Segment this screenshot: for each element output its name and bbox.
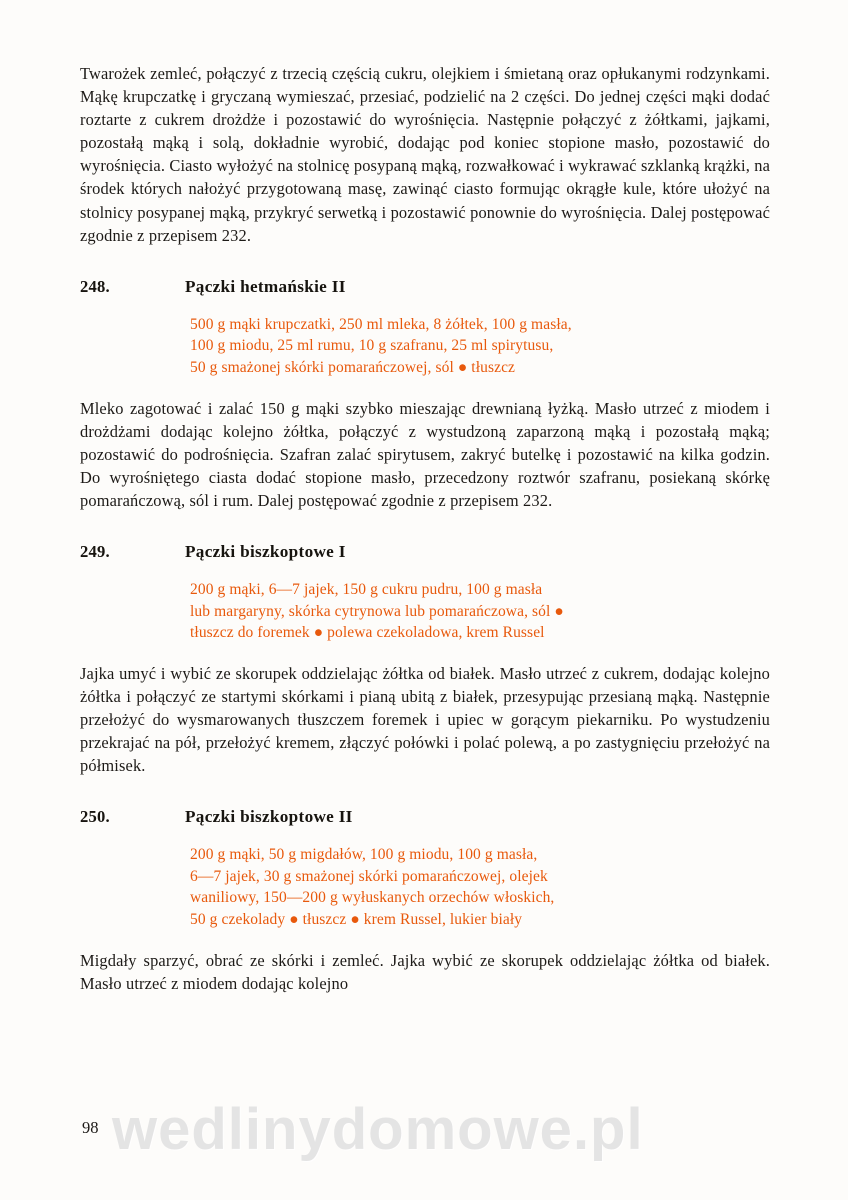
recipe-title: Pączki hetmańskie II [185, 276, 346, 296]
ingredient-line: 200 g mąki, 50 g migdałów, 100 g miodu, 100 g masła, [190, 846, 538, 864]
recipe-body: Mleko zagotować i zalać 150 g mąki szybko mieszając drewnianą łyżką. Masło utrzeć z miodem i drożdżami dodając kolejno żółtka, połączyć z wystudzoną zaparzoną mąką i pozostałą mąką; pozostawić do podrośnięcia. Szafran zalać spirytusem, zakryć butelkę i pozostawić na kilka godzin. Do wyrośniętego ciasta dodać stopione masło, przecedzony roztwór szafranu, posiekaną skórkę pomarańczową, sól i rum. Dalej postępować zgodnie z przepisem 232. [80, 398, 770, 510]
recipe-ingredients [190, 844, 768, 930]
recipe-heading [80, 807, 770, 827]
recipe-number: 250. [80, 807, 110, 827]
page-number: 98 [82, 1118, 99, 1137]
ingredient-line: 50 g smażonej skórki pomarańczowej, sól ● tłuszcz [190, 358, 516, 376]
recipe-heading [80, 277, 770, 297]
ingredient-line: 200 g mąki, 6—7 jajek, 150 g cukru pudru, 100 g masła [190, 581, 543, 598]
recipe-body: Jajka umyć i wybić ze skorupek oddzielając żółtka od białek. Masło utrzeć z cukrem, dodając kolejno żółtka i połączyć ze startymi skórkami i pianą ubitą z białek, przesypując przesianą mąką. Następnie przełożyć do wysmarowanych tłuszczem foremek i upiec w gorącym piekarniku. Po wystudzeniu przekrajać na pół, przełożyć kremem, złączyć połówki i polać polewą, a po zastygnięciu przełożyć na półmisek. [80, 663, 770, 776]
ingredient-line: 100 g miodu, 25 ml rumu, 10 g szafranu, 25 ml spirytusu, [190, 337, 554, 355]
ingredient-line: 50 g czekolady ● tłuszcz ● krem Russel, lukier biały [190, 911, 523, 929]
intro-paragraph: Twarożek zemleć, połączyć z trzecią częścią cukru, olejkiem i śmietaną oraz opłukanymi rodzynkami. Mąkę krupczatkę i gryczaną wymieszać, przesiać, podzielić na 2 części. Do jednej części mąki dodać roztarte z cukrem drożdże i pozostawić do wyrośnięcia. Następnie połączyć z żółtkami, jajkami, pozostałą mąką i solą, dokładnie wyrobić, dodając pod koniec stopione masło, pozostawić do wyrośnięcia. Ciasto wyłożyć na stolnicę posypaną mąką, rozwałkować i wykrawać szklanką krążki, na środek których nałożyć przygotowaną masę, zawinąć ciasto formując okrągłe kule, które ułożyć na stolnicy posypanej mąką, przykryć serwetką i pozostawić ponownie do wyrośnięcia. Dalej postępować zgodnie z przepisem 232. [80, 64, 770, 245]
ingredient-line: lub margaryny, skórka cytrynowa lub pomarańczowa, sól ● [190, 602, 564, 620]
recipe-ingredients [190, 579, 768, 644]
recipe-number: 249. [80, 542, 110, 561]
recipe-entry [80, 277, 770, 512]
page-content [80, 62, 770, 995]
watermark-text: wedlinydomowe.pl [112, 1097, 644, 1162]
recipe-body: Migdały sparzyć, obrać ze skórki i zemleć. Jajka wybić ze skorupek oddzielając żółtka od białek. Masło utrzeć z miodem dodając kolejno [80, 950, 770, 993]
ingredient-line: 6—7 jajek, 30 g smażonej skórki pomarańczowej, olejek [190, 867, 548, 885]
recipe-title: Pączki biszkoptowe I [185, 542, 346, 561]
recipe-ingredients [190, 314, 768, 379]
ingredient-line: tłuszcz do foremek ● polewa czekoladowa, krem Russel [190, 624, 545, 642]
watermark [112, 1096, 812, 1166]
recipe-number: 248. [80, 276, 110, 296]
ingredient-line: 500 g mąki krupczatki, 250 ml mleka, 8 żółtek, 100 g masła, [190, 315, 572, 333]
recipe-heading [80, 542, 770, 562]
ingredient-line: waniliowy, 150—200 g wyłuskanych orzechów włoskich, [190, 889, 555, 907]
recipe-title: Pączki biszkoptowe II [185, 807, 353, 827]
recipe-entry [80, 542, 770, 777]
recipe-entry [80, 807, 770, 995]
